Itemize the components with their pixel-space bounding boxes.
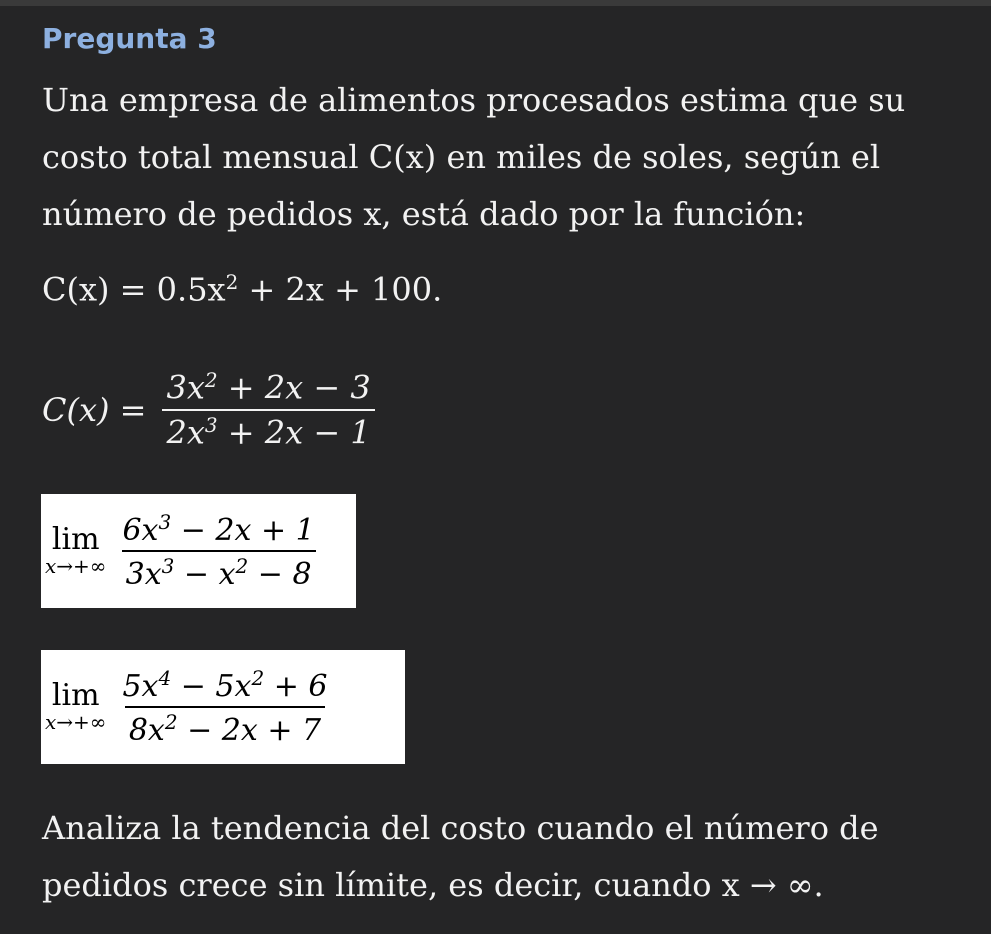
eq2-fraction [162, 368, 374, 451]
limit1-numerator: $6x^3 - 2x + 1$ [122, 510, 315, 548]
eq1-exponent: 2 [225, 270, 239, 294]
eq1-suffix: + 2x + 100. [238, 270, 443, 309]
limit-expression-1 [41, 494, 356, 608]
limit2-fraction [118, 666, 331, 748]
question-title: Pregunta 3 [42, 22, 217, 55]
eq2-numerator: $3x^2 + 2x - 3$ [166, 368, 371, 407]
limit-expression-2 [41, 650, 405, 764]
limit1-operator: lim x→+∞ [45, 522, 107, 578]
limit1-fraction [118, 510, 318, 592]
top-bar [0, 0, 991, 6]
eq1-prefix: C(x) = 0.5x [42, 270, 226, 309]
cost-function-equation [42, 270, 442, 309]
limit2-operator: lim x→+∞ [45, 678, 107, 734]
rational-function-equation [42, 368, 375, 451]
limit2-numerator: $5x^4 - 5x^2 + 6$ [122, 666, 328, 704]
limit1-denominator: $3x^3 - x^2 - 8$ [122, 550, 316, 592]
eq2-lhs: C(x) = [42, 390, 147, 429]
conclusion-paragraph: Analiza la tendencia del costo cuando el número de pedidos crece sin límite, es decir, cuando x → ∞. [42, 809, 879, 904]
limit2-denominator: $8x^2 - 2x + 7$ [125, 706, 325, 748]
intro-paragraph: Una empresa de alimentos procesados estima que su costo total mensual C(x) en miles de soles, según el número de pedidos x, está dado por la función: [42, 81, 906, 233]
eq2-denominator: $2x^3 + 2x - 1$ [162, 409, 374, 452]
